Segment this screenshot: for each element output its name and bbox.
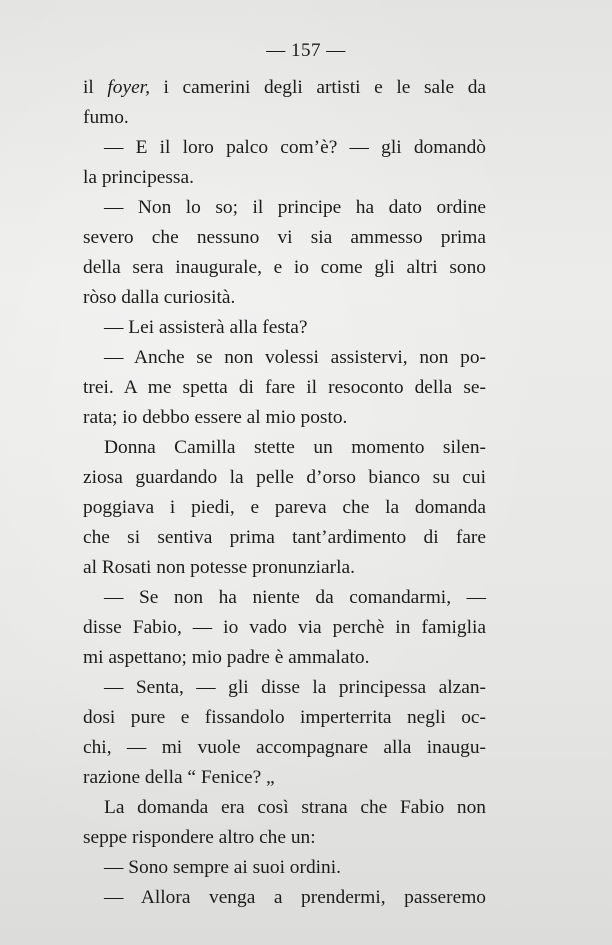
text-fragment: il xyxy=(83,77,108,98)
text-line: che si sentiva prima tant’ardimento di fare xyxy=(83,527,486,548)
text-line: — Se non ha niente da comandarmi, — xyxy=(104,587,486,608)
text-line: — Senta, — gli disse la principessa alzan- xyxy=(104,677,486,698)
text-line: seppe rispondere altro che un: xyxy=(83,827,316,848)
text-line: razione della “ Fenice? „ xyxy=(83,767,275,788)
text-line: — Sono sempre ai suoi ordini. xyxy=(104,857,341,878)
text-line: dosi pure e fissandolo imperterrita negli oc- xyxy=(83,707,486,728)
text-line: la principessa. xyxy=(83,167,194,188)
text-line: fumo. xyxy=(83,107,129,128)
body-text xyxy=(83,73,486,913)
text-line: ziosa guardando la pelle d’orso bianco su cui xyxy=(83,467,486,488)
text-line: — E il loro palco com’è? — gli domandò xyxy=(104,137,486,158)
text-line: La domanda era così strana che Fabio non xyxy=(104,797,486,818)
text-line: ròso dalla curiosità. xyxy=(83,287,236,308)
text-line: chi, — mi vuole accompagnare alla inaugu- xyxy=(83,737,486,758)
text-line: — Lei assisterà alla festa? xyxy=(104,317,308,338)
text-line xyxy=(83,73,486,103)
text-line: trei. A me spetta di fare il resoconto della se- xyxy=(83,377,486,398)
text-line: poggiava i piedi, e pareva che la domanda xyxy=(83,497,486,518)
text-line: — Anche se non volessi assistervi, non po- xyxy=(104,347,486,368)
text-line: Donna Camilla stette un momento silen- xyxy=(104,437,486,458)
text-line: al Rosati non potesse pronunziarla. xyxy=(83,557,355,578)
text-line: rata; io debbo essere al mio posto. xyxy=(83,407,348,428)
text-line: disse Fabio, — io vado via perchè in famiglia xyxy=(83,617,486,638)
page-number: — 157 — xyxy=(266,40,346,61)
text-line: — Allora venga a prendermi, passeremo xyxy=(104,887,486,908)
text-line: della sera inaugurale, e io come gli altri sono xyxy=(83,257,486,278)
italic-word: foyer, xyxy=(107,77,150,98)
text-line: mi aspettano; mio padre è ammalato. xyxy=(83,647,370,668)
text-line: — Non lo so; il principe ha dato ordine xyxy=(104,197,486,218)
text-line: severo che nessuno vi sia ammesso prima xyxy=(83,227,486,248)
text-fragment: i camerini degli artisti e le sale da xyxy=(149,77,486,98)
